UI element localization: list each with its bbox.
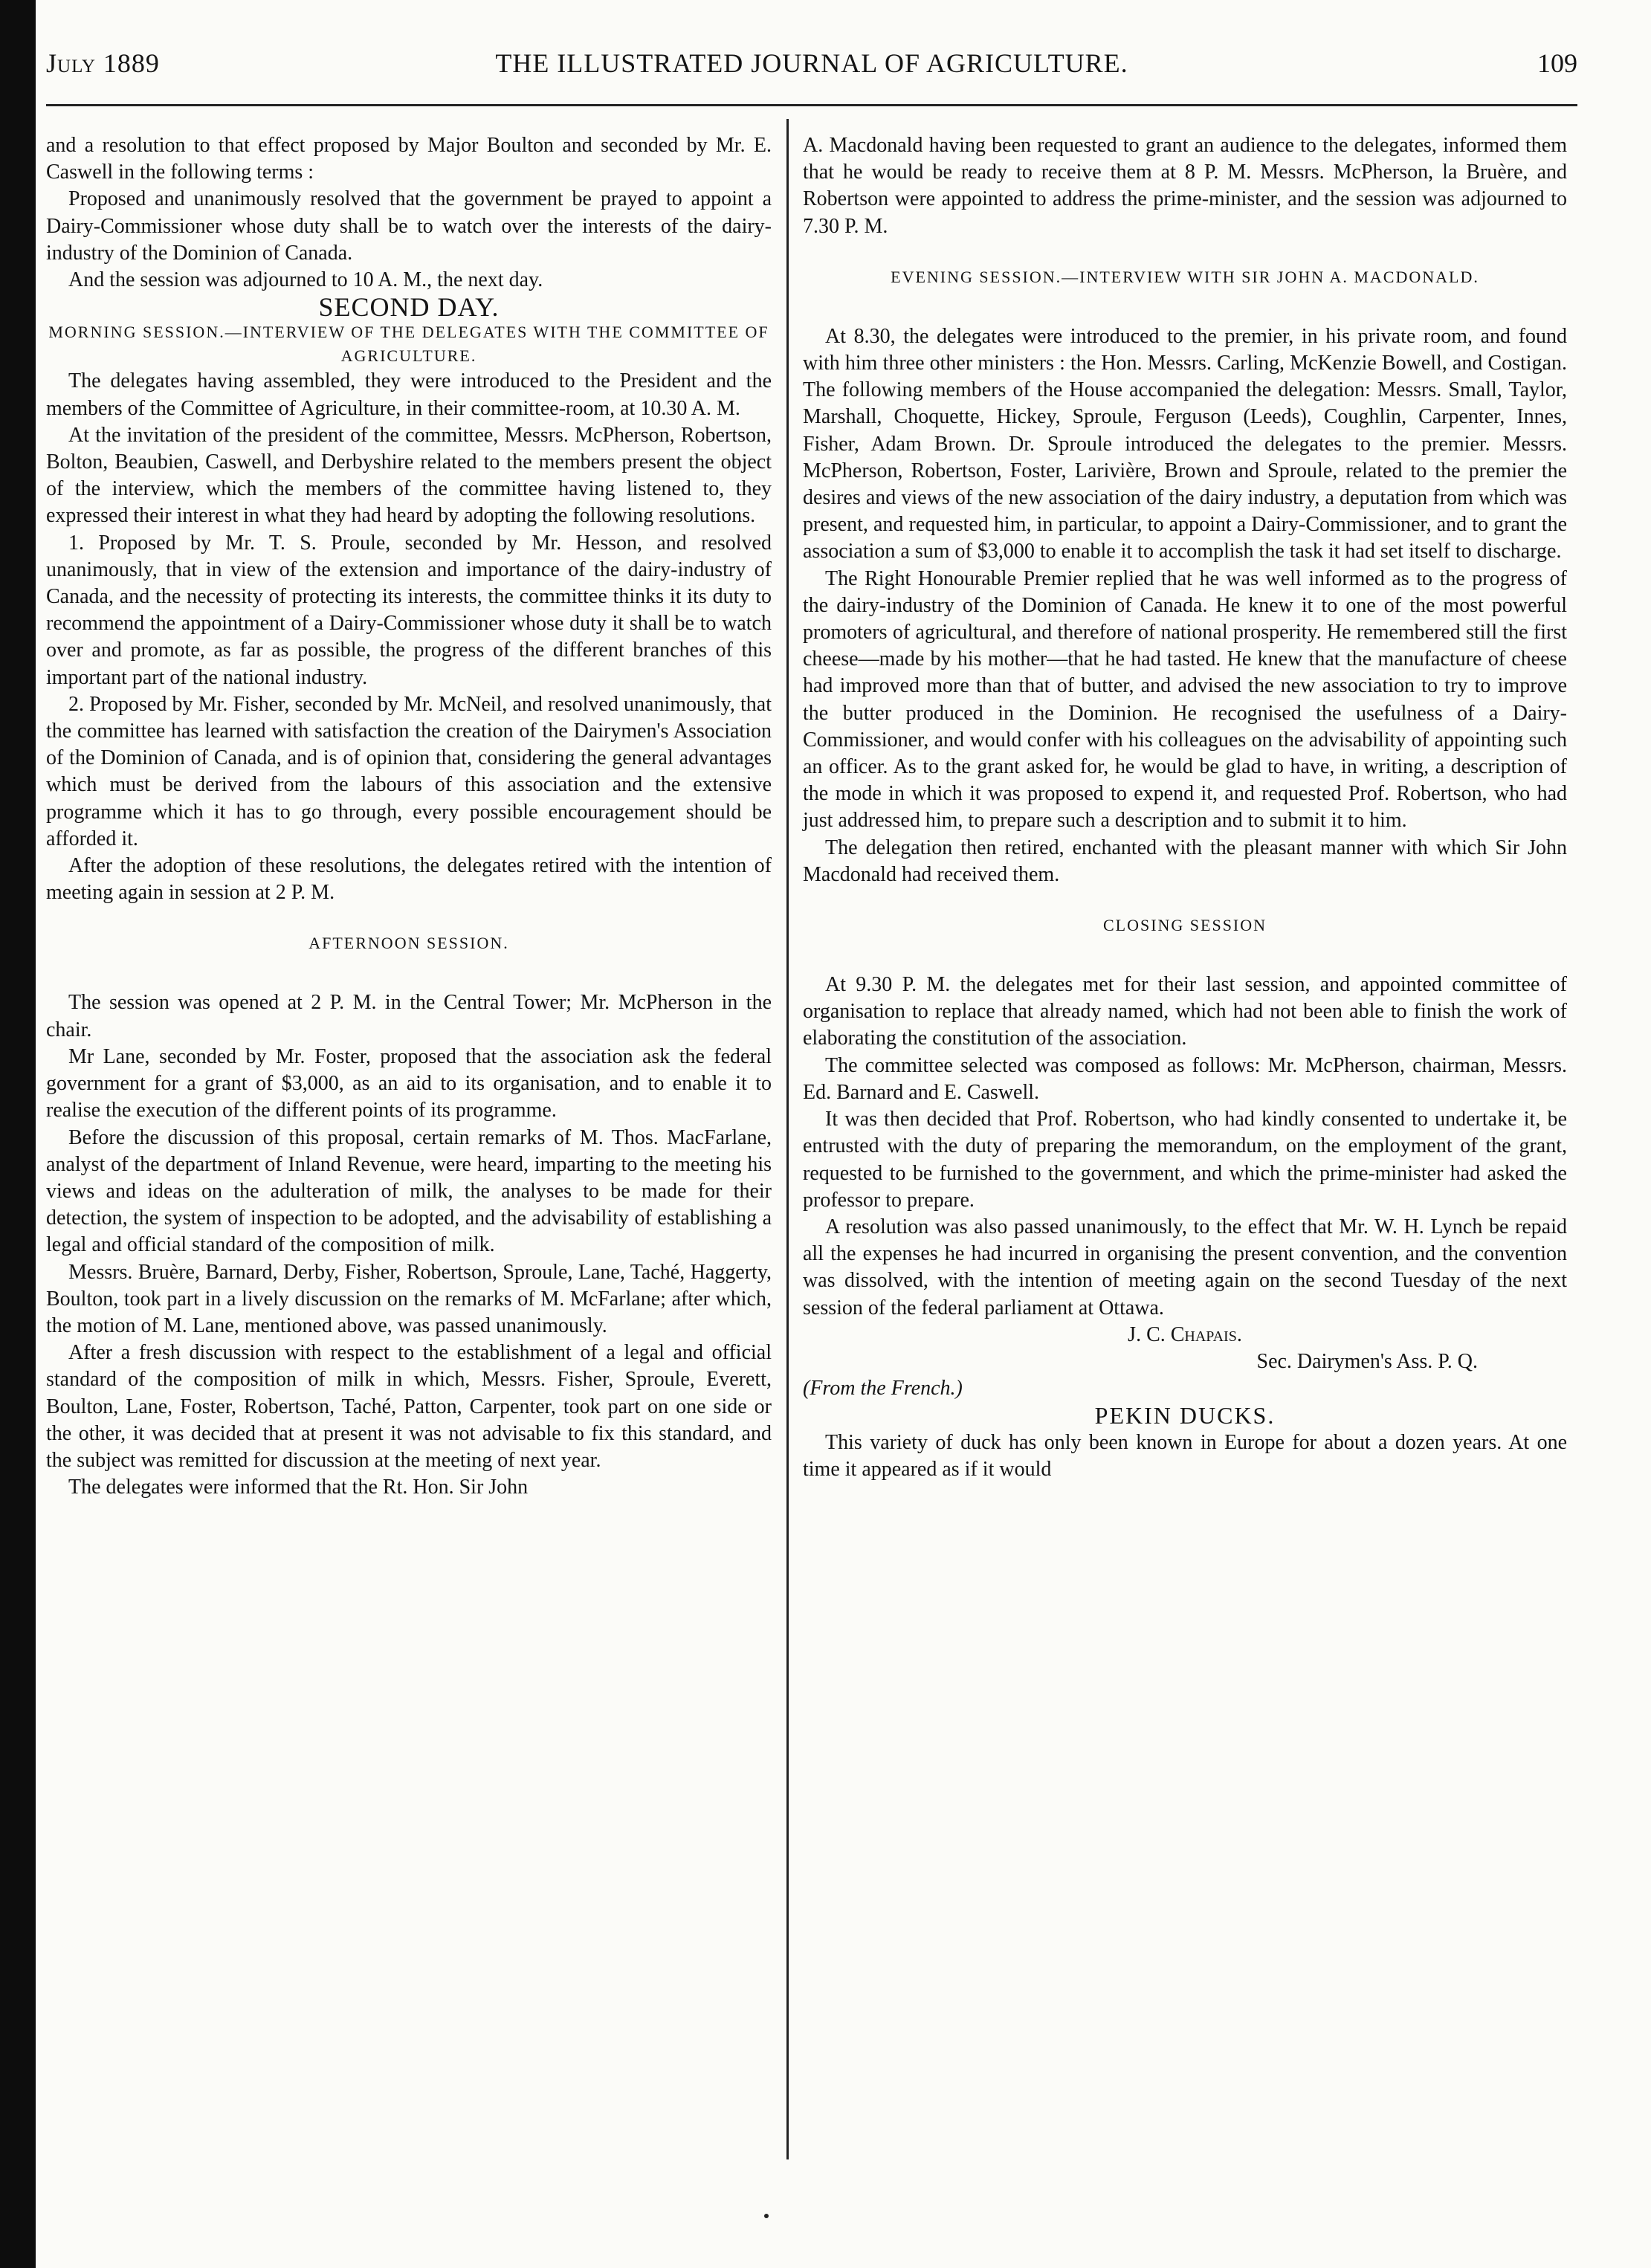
paragraph: The committee selected was composed as follows: Mr. McPherson, chairman, Messrs. Ed. Barnard and E. Caswell. bbox=[803, 1053, 1567, 1104]
paragraph: and a resolution to that effect proposed by Major Boulton and seconded by Mr. E. Caswell in the following terms : bbox=[46, 134, 772, 184]
signature-name: J. C. Chapais. bbox=[1128, 1322, 1242, 1346]
paragraph: Mr Lane, seconded by Mr. Foster, proposed that the association ask the federal government for a grant of $3,000, as an aid to its organisation, and to enable it to realise the execution of the different points of its programme. bbox=[46, 1044, 772, 1122]
column-divider bbox=[786, 119, 789, 2159]
signature-title: Sec. Dairymen's Ass. P. Q. bbox=[1256, 1349, 1478, 1373]
paragraph: Proposed and unanimously resolved that the government be prayed to appoint a Dairy-Commissioner whose duty shall be to watch over the interests of the dairy-industry of the Dominion of Canada. bbox=[46, 187, 772, 265]
paragraph: At the invitation of the president of the committee, Messrs. McPherson, Robertson, Bolton, Beaubien, Caswell, and Derbyshire related to the members present the object of the interview, which the members of the committee having listened to, they expressed their interest in what they had heard by adopting the following resolutions. bbox=[46, 423, 772, 528]
article-title: PEKIN DUCKS. bbox=[1094, 1402, 1276, 1429]
paragraph: Before the discussion of this proposal, certain remarks of M. Thos. MacFarlane, analyst of the department of Inland Revenue, were heard, imparting to the meeting his views and ideas on the adulteration of milk, the analyses to be made for their detection, the system of inspection to be adopted, and the advisability of establishing a legal and official standard of the composition of milk. bbox=[46, 1125, 772, 1257]
left-column bbox=[46, 132, 772, 1501]
paragraph: And the session was adjourned to 10 A. M., the next day. bbox=[68, 268, 543, 292]
section-heading: SECOND DAY. bbox=[318, 292, 500, 323]
page-number: 109 bbox=[1537, 48, 1577, 78]
session-heading: MORNING SESSION.—INTERVIEW OF THE DELEGATES WITH THE COMMITTEE OF AGRICULTURE. bbox=[48, 323, 769, 366]
session-heading: EVENING SESSION.—INTERVIEW WITH SIR JOHN A. MACDONALD. bbox=[891, 267, 1479, 286]
paragraph: At 9.30 P. M. the delegates met for their last session, and appointed committee of organisation to replace that already named, which had not been able to finish the work of elaborating the constitution of the association. bbox=[803, 973, 1567, 1050]
paragraph: At 8.30, the delegates were introduced to the premier, in his private room, and found with him three other ministers : the Hon. Messrs. Carling, McKenzie Bowell, and Costigan. The following members of the House accompanied the delegation: Messrs. Small, Taylor, Marshall, Choquette, Hickey, Sproule, Ferguson (Leeds), Coughlin, Carpenter, Innes, Fisher, Adam Brown. Dr. Sproule introduced the delegates to the premier. Messrs. McPherson, Robertson, Foster, Larivière, Brown and Sproule, related to the premier the desires and views of the new association of the dairy industry, a deputation from which was present, and requested him, in particular, to appoint a Dairy-Commissioner, and to grant the association a sum of $3,000 to enable it to accomplish the task it had set itself to discharge. bbox=[803, 324, 1567, 563]
paragraph: After the adoption of these resolutions, the delegates retired with the intention of meeting again in session at 2 P. M. bbox=[46, 854, 772, 905]
paragraph: This variety of duck has only been known in Europe for about a dozen years. At one time it appeared as if it would bbox=[803, 1430, 1567, 1481]
paragraph: The delegates were informed that the Rt. Hon. Sir John bbox=[68, 1476, 529, 1499]
right-column bbox=[803, 132, 1567, 1483]
paragraph: 2. Proposed by Mr. Fisher, seconded by Mr. McNeil, and resolved unanimously, that the committee has learned with satisfaction the creation of the Dairymen's Association of the Dominion of Canada, and is of opinion that, considering the general advantages which must be derived from the labours of this association and the extensive programme which it has to go through, every possible encouragement should be afforded it. bbox=[46, 692, 772, 850]
paragraph: The Right Honourable Premier replied that he was well informed as to the progress of the dairy-industry of the Dominion of Canada. He knew it to one of the most powerful promoters of agricultural, and therefore of national prosperity. He remembered still the first cheese—made by his mother—that he had tasted. He knew that the manufacture of cheese had improved more than that of butter, and advised the new association to try to improve the butter produced in the Dominion. He recognised the usefulness of a Dairy-Commissioner, and would confer with his colleagues on the advisability of appointing such an officer. As to the grant asked for, he would be glad to have, in writing, a description of the mode in which it was proposed to expend it, and requested Prof. Robertson, who had just addressed him, to prepare such a description and to submit it to him. bbox=[803, 566, 1567, 833]
journal-title: THE ILLUSTRATED JOURNAL OF AGRICULTURE. bbox=[495, 48, 1128, 78]
paragraph: The session was opened at 2 P. M. in the Central Tower; Mr. McPherson in the chair. bbox=[46, 991, 772, 1041]
translation-note: (From the French.) bbox=[803, 1377, 963, 1400]
session-heading: AFTERNOON SESSION. bbox=[308, 934, 509, 953]
paragraph: Messrs. Bruère, Barnard, Derby, Fisher, Robertson, Sproule, Lane, Taché, Haggerty, Boulton, took part in a lively discussion on the remarks of M. McFarlane; after which, the motion of M. Lane, mentioned above, was passed unanimously. bbox=[46, 1260, 772, 1337]
paragraph: A. Macdonald having been requested to grant an audience to the delegates, informed them that he would be ready to receive them at 8 P. M. Messrs. McPherson, la Bruère, and Robertson were appointed to address the prime-minister, and the session was adjourned to 7.30 P. M. bbox=[803, 134, 1567, 238]
paragraph: It was then decided that Prof. Robertson, who had kindly consented to undertake it, be entrusted with the duty of preparing the memorandum, on the employment of the grant, requested to be furnished to the government, and which the prime-minister had asked the professor to prepare. bbox=[803, 1108, 1567, 1212]
session-heading: CLOSING SESSION bbox=[1102, 916, 1267, 935]
paragraph: The delegation then retired, enchanted with the pleasant manner with which Sir John Macdonald had received them. bbox=[803, 836, 1567, 886]
running-header bbox=[46, 48, 1577, 92]
issue-date: July 1889 bbox=[46, 48, 160, 78]
paragraph: 1. Proposed by Mr. T. S. Proule, seconded by Mr. Hesson, and resolved unanimously, that in view of the extension and importance of the dairy-industry of Canada, and the necessity of protecting its interests, the committee thinks it its duty to recommend the appointment of a Dairy-Commissioner whose duty it shall be to watch over and promote, as far as possible, the progress of the different branches of this important part of the national industry. bbox=[46, 531, 772, 689]
ink-speck bbox=[764, 2214, 769, 2218]
paragraph: The delegates having assembled, they were introduced to the President and the members of the Committee of Agriculture, in their committee-room, at 10.30 A. M. bbox=[46, 369, 772, 420]
header-rule bbox=[46, 104, 1577, 106]
paragraph: After a fresh discussion with respect to the establishment of a legal and official standard of the composition of milk in which, Messrs. Fisher, Sproule, Everett, Boulton, Lane, Foster, Robertson, Taché, Patton, Carpenter, took part on one side or the other, it was decided that at present it was not advisable to fix this standard, and the subject was remitted for discussion at the meeting of next year. bbox=[46, 1341, 772, 1472]
paragraph: A resolution was also passed unanimously, to the effect that Mr. W. H. Lynch be repaid all the expenses he had incurred in organising the present convention, and the convention was dissolved, with the intention of meeting again on the second Tuesday of the next session of the federal parliament at Ottawa. bbox=[803, 1215, 1567, 1319]
page-edge-shadow bbox=[0, 0, 36, 2268]
